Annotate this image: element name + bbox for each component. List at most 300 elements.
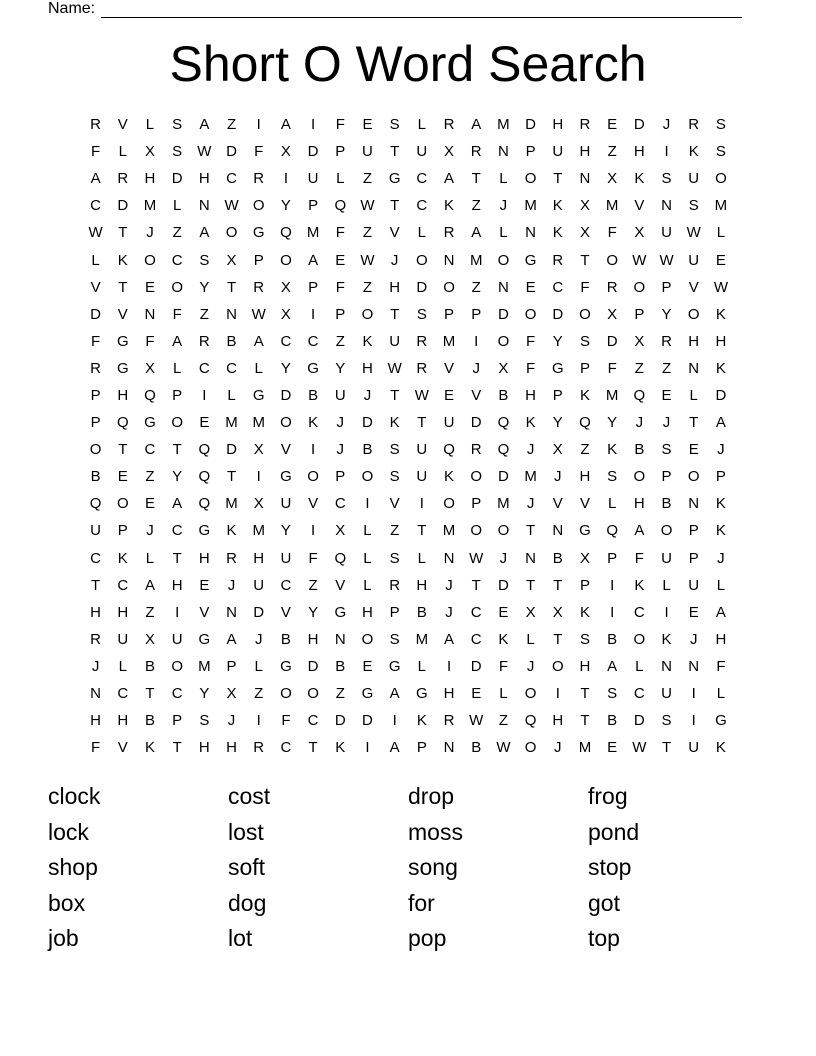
grid-row bbox=[82, 463, 735, 490]
grid-letter: C bbox=[226, 359, 237, 377]
grid-letter: U bbox=[688, 251, 700, 269]
grid-letter: E bbox=[498, 603, 509, 621]
grid-letter: J bbox=[635, 414, 644, 432]
grid-letter: L bbox=[363, 576, 372, 594]
grid-row bbox=[82, 165, 735, 192]
grid-letter: O bbox=[524, 739, 537, 757]
grid-letter: N bbox=[497, 143, 509, 161]
grid-letter: W bbox=[251, 305, 266, 323]
grid-letter: E bbox=[661, 386, 672, 404]
grid-letter: T bbox=[172, 441, 182, 459]
grid-letter: A bbox=[226, 630, 237, 648]
grid-letter: Y bbox=[661, 305, 672, 323]
grid-letter: E bbox=[715, 251, 726, 269]
grid-letter: J bbox=[554, 739, 562, 757]
grid-letter: T bbox=[553, 576, 563, 594]
grid-letter: K bbox=[552, 224, 563, 242]
word-list-item: pond bbox=[588, 818, 640, 845]
grid-letter: Q bbox=[443, 441, 455, 459]
grid-letter: R bbox=[389, 576, 401, 594]
grid-letter: H bbox=[715, 630, 727, 648]
grid-letter: O bbox=[89, 441, 102, 459]
grid-letter: H bbox=[226, 739, 237, 757]
grid-letter: Y bbox=[607, 414, 618, 432]
grid-letter: K bbox=[607, 441, 618, 459]
grid-letter: S bbox=[389, 549, 400, 567]
grid-letter: P bbox=[90, 414, 101, 432]
grid-letter: K bbox=[144, 739, 155, 757]
grid-letter: Z bbox=[661, 359, 672, 377]
grid-letter: T bbox=[118, 278, 128, 296]
grid-letter: Z bbox=[145, 603, 155, 621]
grid-letter: F bbox=[91, 143, 101, 161]
grid-letter: R bbox=[416, 332, 428, 350]
grid-letter: S bbox=[661, 170, 672, 188]
grid-letter: F bbox=[91, 332, 101, 350]
grid-letter: W bbox=[360, 251, 375, 269]
grid-letter: D bbox=[715, 386, 727, 404]
grid-letter: H bbox=[443, 685, 455, 703]
grid-letter: B bbox=[498, 386, 509, 404]
grid-letter: F bbox=[308, 549, 318, 567]
grid-letter: C bbox=[226, 170, 237, 188]
grid-letter: V bbox=[117, 305, 128, 323]
grid-letter: T bbox=[526, 522, 536, 540]
grid-letter: V bbox=[117, 739, 128, 757]
grid-letter: L bbox=[363, 522, 372, 540]
grid-letter: N bbox=[90, 685, 102, 703]
grid-letter: Q bbox=[144, 386, 156, 404]
grid-letter: L bbox=[363, 549, 372, 567]
grid-row bbox=[82, 409, 735, 436]
grid-letter: I bbox=[664, 603, 669, 621]
grid-letter: M bbox=[714, 197, 728, 215]
grid-letter: X bbox=[552, 441, 563, 459]
grid-letter: Z bbox=[471, 197, 481, 215]
grid-letter: G bbox=[334, 603, 347, 621]
grid-letter: Y bbox=[335, 359, 346, 377]
grid-letter: O bbox=[171, 278, 183, 296]
grid-letter: J bbox=[662, 116, 671, 134]
grid-letter: K bbox=[634, 170, 645, 188]
word-list bbox=[48, 780, 768, 958]
grid-letter: F bbox=[145, 332, 155, 350]
grid-letter: I bbox=[474, 332, 479, 350]
grid-letter: H bbox=[117, 603, 129, 621]
grid-letter: D bbox=[525, 116, 537, 134]
grid-letter: R bbox=[661, 332, 672, 350]
grid-letter: X bbox=[579, 197, 590, 215]
grid-letter: I bbox=[311, 305, 316, 323]
grid-letter: L bbox=[635, 657, 644, 675]
grid-letter: U bbox=[389, 332, 401, 350]
grid-letter: I bbox=[256, 712, 261, 730]
grid-letter: L bbox=[716, 685, 726, 703]
grid-letter: T bbox=[417, 522, 427, 540]
grid-letter: U bbox=[416, 468, 428, 486]
grid-letter: M bbox=[524, 197, 537, 215]
grid-letter: T bbox=[580, 712, 590, 730]
word-list-item: drop bbox=[408, 783, 455, 809]
grid-letter: G bbox=[280, 468, 292, 486]
grid-letter: S bbox=[389, 468, 400, 486]
grid-letter: Z bbox=[390, 522, 400, 540]
grid-letter: G bbox=[416, 685, 428, 703]
grid-letter: H bbox=[416, 576, 428, 594]
grid-letter: C bbox=[171, 685, 183, 703]
grid-letter: O bbox=[551, 657, 564, 675]
grid-letter: M bbox=[442, 522, 456, 540]
grid-letter: V bbox=[688, 278, 699, 296]
grid-letter: T bbox=[172, 739, 182, 757]
grid-letter: V bbox=[335, 576, 346, 594]
grid-letter: G bbox=[144, 414, 156, 432]
grid-letter: T bbox=[390, 143, 400, 161]
grid-letter: T bbox=[226, 278, 237, 296]
grid-letter: O bbox=[116, 495, 129, 513]
grid-letter: P bbox=[444, 305, 455, 323]
grid-letter: D bbox=[606, 332, 618, 350]
grid-letter: Q bbox=[524, 712, 537, 730]
grid-letter: E bbox=[144, 495, 155, 513]
grid-letter: P bbox=[253, 251, 264, 269]
grid-letter: L bbox=[118, 143, 127, 161]
word-list-item: moss bbox=[408, 818, 463, 845]
grid-letter: A bbox=[444, 630, 455, 648]
word-list-item: lock bbox=[48, 818, 89, 845]
grid-letter: O bbox=[361, 630, 374, 648]
grid-row bbox=[82, 653, 735, 680]
grid-letter: G bbox=[388, 657, 401, 675]
grid-letter: C bbox=[280, 332, 292, 350]
grid-letter: S bbox=[172, 143, 183, 161]
grid-letter: E bbox=[362, 657, 373, 675]
grid-letter: Y bbox=[172, 468, 183, 486]
grid-letter: A bbox=[90, 170, 101, 188]
grid-letter: X bbox=[253, 495, 264, 513]
grid-row bbox=[82, 626, 735, 653]
grid-letter: O bbox=[524, 305, 537, 323]
grid-letter: C bbox=[416, 197, 428, 215]
grid-letter: E bbox=[199, 576, 210, 594]
grid-letter: U bbox=[552, 143, 564, 161]
grid-letter: B bbox=[416, 603, 427, 621]
grid-letter: G bbox=[252, 386, 265, 404]
grid-letter: M bbox=[252, 414, 265, 432]
grid-letter: S bbox=[607, 468, 618, 486]
grid-letter: N bbox=[688, 495, 700, 513]
grid-letter: M bbox=[578, 739, 592, 757]
grid-letter: Z bbox=[634, 359, 644, 377]
grid-letter: D bbox=[552, 305, 564, 323]
grid-letter: O bbox=[660, 522, 673, 540]
grid-letter: G bbox=[361, 685, 374, 703]
grid-letter: O bbox=[144, 251, 156, 269]
grid-letter: J bbox=[554, 468, 562, 486]
grid-letter: W bbox=[496, 739, 511, 757]
grid-letter: P bbox=[90, 386, 101, 404]
grid-letter: Y bbox=[308, 603, 319, 621]
grid-letter: F bbox=[607, 359, 617, 377]
grid-letter: Z bbox=[172, 224, 182, 242]
grid-letter: O bbox=[225, 224, 238, 242]
grid-letter: G bbox=[524, 251, 537, 269]
grid-letter: O bbox=[470, 522, 483, 540]
grid-letter: J bbox=[445, 576, 453, 594]
grid-letter: V bbox=[634, 197, 645, 215]
grid-letter: S bbox=[199, 712, 210, 730]
grid-letter: R bbox=[90, 630, 102, 648]
grid-letter: G bbox=[715, 712, 727, 730]
grid-letter: P bbox=[634, 305, 645, 323]
grid-letter: L bbox=[254, 359, 263, 377]
grid-letter: O bbox=[524, 685, 537, 703]
grid-letter: K bbox=[117, 251, 128, 269]
word-list-item: dog bbox=[228, 889, 267, 916]
grid-row bbox=[82, 436, 735, 463]
grid-letter: S bbox=[661, 441, 672, 459]
grid-letter: L bbox=[662, 576, 671, 594]
grid-letter: Q bbox=[334, 549, 347, 567]
grid-letter: X bbox=[280, 278, 291, 296]
word-list-item: soft bbox=[228, 854, 266, 880]
grid-letter: A bbox=[471, 224, 482, 242]
grid-letter: A bbox=[389, 739, 400, 757]
grid-letter: B bbox=[280, 630, 291, 648]
grid-letter: Z bbox=[362, 224, 373, 242]
word-list-item: clock bbox=[48, 783, 101, 809]
grid-letter: M bbox=[143, 197, 157, 215]
grid-letter: O bbox=[633, 468, 646, 486]
grid-letter: O bbox=[361, 305, 374, 323]
grid-letter: R bbox=[253, 278, 265, 296]
grid-letter: J bbox=[526, 657, 535, 675]
grid-letter: K bbox=[715, 359, 726, 377]
grid-letter: T bbox=[689, 414, 699, 432]
grid-letter: M bbox=[524, 468, 537, 486]
grid-row bbox=[82, 219, 735, 246]
grid-letter: P bbox=[172, 712, 183, 730]
grid-letter: R bbox=[443, 224, 455, 242]
grid-letter: Y bbox=[199, 685, 210, 703]
grid-letter: W bbox=[197, 143, 212, 161]
grid-letter: W bbox=[387, 359, 402, 377]
grid-letter: T bbox=[471, 576, 481, 594]
grid-letter: O bbox=[361, 468, 374, 486]
grid-letter: L bbox=[607, 495, 617, 513]
grid-row bbox=[82, 328, 735, 355]
grid-letter: L bbox=[417, 116, 427, 134]
grid-letter: J bbox=[227, 712, 236, 730]
grid-letter: G bbox=[551, 359, 564, 377]
grid-letter: Z bbox=[471, 278, 481, 296]
grid-letter: Z bbox=[335, 685, 345, 703]
grid-letter: W bbox=[469, 549, 484, 567]
grid-letter: D bbox=[470, 657, 482, 675]
grid-letter: T bbox=[526, 576, 536, 594]
grid-letter: P bbox=[552, 386, 563, 404]
word-list-item: lost bbox=[228, 818, 264, 845]
grid-letter: K bbox=[498, 630, 509, 648]
grid-letter: R bbox=[552, 251, 564, 269]
grid-letter: G bbox=[307, 359, 319, 377]
grid-letter: J bbox=[336, 414, 345, 432]
grid-letter: Q bbox=[198, 495, 211, 513]
grid-letter: U bbox=[688, 739, 700, 757]
grid-letter: S bbox=[661, 712, 672, 730]
grid-letter: P bbox=[117, 522, 128, 540]
grid-letter: D bbox=[117, 197, 129, 215]
grid-letter: P bbox=[389, 603, 400, 621]
grid-letter: V bbox=[280, 603, 291, 621]
grid-letter: N bbox=[226, 305, 237, 323]
grid-letter: M bbox=[605, 197, 619, 215]
grid-letter: C bbox=[280, 576, 292, 594]
grid-letter: F bbox=[335, 278, 345, 296]
grid-letter: P bbox=[416, 739, 427, 757]
grid-letter: O bbox=[524, 170, 537, 188]
grid-letter: E bbox=[525, 278, 536, 296]
grid-letter: H bbox=[90, 712, 102, 730]
grid-letter: W bbox=[686, 224, 701, 242]
grid-letter: P bbox=[661, 278, 672, 296]
grid-letter: P bbox=[471, 495, 482, 513]
grid-letter: Z bbox=[362, 278, 373, 296]
grid-letter: K bbox=[634, 576, 645, 594]
grid-letter: A bbox=[607, 657, 618, 675]
grid-letter: U bbox=[416, 143, 428, 161]
grid-letter: C bbox=[171, 522, 183, 540]
grid-letter: L bbox=[716, 224, 726, 242]
grid-letter: W bbox=[713, 278, 728, 296]
grid-letter: X bbox=[607, 305, 618, 323]
grid-letter: X bbox=[280, 305, 291, 323]
grid-letter: H bbox=[633, 495, 645, 513]
grid-letter: T bbox=[580, 685, 590, 703]
grid-letter: O bbox=[633, 278, 646, 296]
grid-letter: U bbox=[416, 441, 428, 459]
word-list-item: pop bbox=[408, 925, 447, 951]
grid-letter: F bbox=[91, 739, 101, 757]
grid-letter: T bbox=[580, 251, 590, 269]
grid-letter: O bbox=[497, 522, 510, 540]
grid-letter: O bbox=[280, 251, 292, 269]
grid-letter: R bbox=[198, 332, 210, 350]
grid-letter: D bbox=[470, 414, 482, 432]
grid-letter: B bbox=[607, 630, 618, 648]
grid-letter: X bbox=[253, 441, 264, 459]
grid-letter: E bbox=[607, 116, 618, 134]
grid-letter: U bbox=[307, 170, 319, 188]
grid-letter: V bbox=[280, 441, 291, 459]
word-list-item: lot bbox=[228, 925, 253, 951]
grid-letter: Q bbox=[116, 414, 129, 432]
grid-letter: L bbox=[172, 197, 182, 215]
grid-letter: J bbox=[227, 576, 236, 594]
grid-letter: O bbox=[687, 305, 700, 323]
grid-letter: F bbox=[281, 712, 291, 730]
grid-letter: T bbox=[390, 305, 400, 323]
grid-letter: I bbox=[311, 116, 316, 134]
grid-letter: X bbox=[144, 359, 155, 377]
word-search-grid bbox=[82, 111, 735, 761]
grid-letter: T bbox=[471, 170, 481, 188]
grid-letter: V bbox=[579, 495, 590, 513]
grid-letter: R bbox=[117, 170, 129, 188]
grid-letter: J bbox=[472, 359, 480, 377]
page-title: Short O Word Search bbox=[169, 36, 647, 92]
grid-letter: N bbox=[226, 603, 237, 621]
grid-letter: H bbox=[579, 468, 591, 486]
word-list-item: top bbox=[588, 925, 620, 951]
grid-letter: Z bbox=[335, 332, 345, 350]
word-list-item: job bbox=[48, 925, 79, 951]
grid-letter: C bbox=[117, 576, 129, 594]
grid-letter: A bbox=[715, 603, 726, 621]
grid-letter: L bbox=[227, 386, 236, 404]
grid-letter: F bbox=[716, 657, 726, 675]
grid-letter: L bbox=[254, 657, 263, 675]
grid-letter: C bbox=[633, 603, 645, 621]
grid-letter: V bbox=[389, 495, 400, 513]
name-field[interactable] bbox=[48, 0, 742, 18]
grid-letter: K bbox=[661, 630, 672, 648]
grid-letter: Q bbox=[606, 522, 618, 540]
name-label: Name: bbox=[48, 0, 96, 17]
grid-letter: U bbox=[688, 170, 700, 188]
grid-letter: X bbox=[444, 143, 455, 161]
grid-letter: T bbox=[390, 386, 400, 404]
grid-letter: K bbox=[416, 712, 427, 730]
grid-letter: Q bbox=[198, 468, 211, 486]
grid-letter: E bbox=[688, 603, 699, 621]
grid-letter: A bbox=[444, 170, 455, 188]
grid-letter: S bbox=[416, 305, 427, 323]
grid-row bbox=[82, 382, 735, 409]
grid-letter: W bbox=[632, 251, 647, 269]
grid-letter: X bbox=[280, 143, 291, 161]
grid-letter: A bbox=[199, 224, 210, 242]
grid-letter: J bbox=[146, 224, 154, 242]
grid-letter: H bbox=[579, 143, 591, 161]
grid-letter: L bbox=[417, 549, 427, 567]
grid-letter: R bbox=[90, 359, 102, 377]
grid-letter: D bbox=[633, 712, 645, 730]
grid-letter: D bbox=[226, 143, 237, 161]
grid-letter: N bbox=[497, 278, 509, 296]
grid-letter: X bbox=[335, 522, 346, 540]
grid-row bbox=[82, 572, 735, 599]
grid-letter: C bbox=[470, 630, 482, 648]
grid-letter: E bbox=[199, 414, 210, 432]
grid-letter: B bbox=[144, 657, 155, 675]
grid-letter: S bbox=[172, 116, 183, 134]
grid-letter: X bbox=[144, 143, 155, 161]
grid-letter: X bbox=[579, 549, 590, 567]
grid-row bbox=[82, 301, 735, 328]
grid-letter: G bbox=[198, 522, 211, 540]
grid-letter: S bbox=[715, 143, 726, 161]
grid-letter: N bbox=[198, 197, 210, 215]
grid-letter: M bbox=[605, 386, 619, 404]
grid-letter: D bbox=[497, 305, 509, 323]
grid-letter: P bbox=[607, 549, 618, 567]
grid-letter: T bbox=[308, 739, 318, 757]
grid-letter: A bbox=[144, 576, 155, 594]
grid-letter: I bbox=[691, 712, 696, 730]
grid-letter: B bbox=[634, 441, 645, 459]
grid-letter: Q bbox=[579, 414, 591, 432]
